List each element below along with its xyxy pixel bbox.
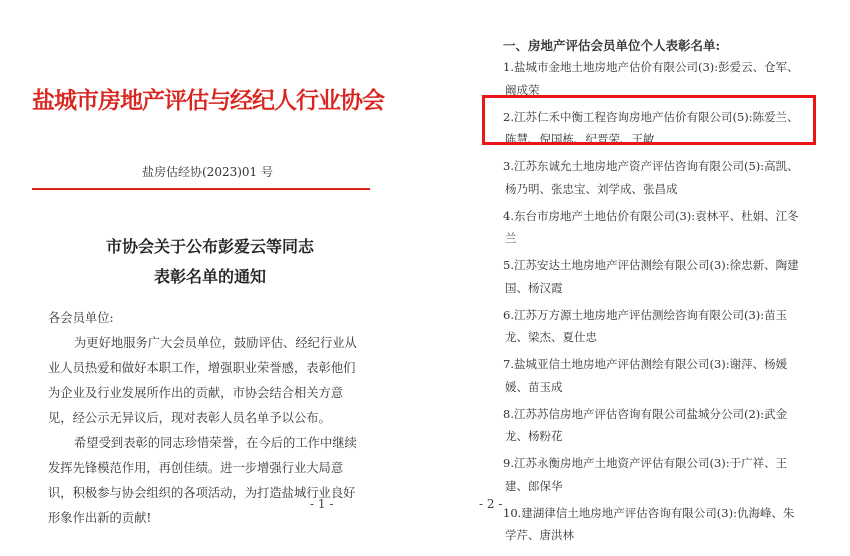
list-item: 7.盐城亚信土地房地产评估测绘有限公司(3):谢萍、杨媛媛、苗玉成 (503, 357, 788, 394)
notice-title-line-1: 市协会关于公布彭爱云等同志 (105, 237, 314, 256)
page-1 (0, 0, 400, 556)
organization-title: 盐城市房地产评估与经纪人行业协会 (32, 88, 384, 114)
body-paragraph-1: 为更好地服务广大会员单位，鼓励评估、经纪行业从业人员热爱和做好本职工作，增强职业荣誉感，表彰他们为企业及行业发展所作出的贡献，市协会结合相关方意见，经公示无异议后，现对表彰人员名单予以公布。 (48, 336, 357, 425)
notice-title-line-2: 表彰名单的通知 (153, 267, 266, 286)
list-item: 1.盐城市金地土地房地产估价有限公司(3):彭爱云、仓军、阚成荣 (503, 60, 799, 97)
list-item: 9.江苏永衡房地产土地资产评估有限公司(3):于广祥、王建、郎保华 (503, 456, 788, 493)
list-item: 6.江苏万方源土地房地产评估测绘咨询有限公司(3):苗玉龙、梁杰、夏仕忠 (503, 307, 788, 344)
section-title: 一、房地产评估会员单位个人表彰名单: (503, 38, 721, 53)
page-number-2: - 2 - (479, 497, 503, 511)
page-number-1: - 1 - (310, 497, 334, 511)
body-paragraph-2: 希望受到表彰的同志珍惜荣誉，在今后的工作中继续发挥先锋模范作用，再创佳绩。进一步增强行业大局意识，积极参与协会组织的各项活动，为打造盐城行业良好形象作出新的贡献! (48, 436, 357, 525)
list-item: 4.东台市房地产土地估价有限公司(3):袁林平、杜娟、江冬兰 (503, 208, 799, 245)
list-item: 5.江苏安达土地房地产评估测绘有限公司(3):徐忠新、陶建国、杨汉霞 (503, 258, 799, 295)
list-item: 3.江苏东诚允土地房地产资产评估咨询有限公司(5):高凯、杨乃明、张忠宝、刘学成、张昌成 (503, 159, 799, 196)
red-divider (32, 188, 370, 190)
list-item: 8.江苏苏信房地产评估咨询有限公司盐城分公司(2):武金龙、杨粉花 (503, 406, 788, 443)
list-item: 10.建湖律信土地房地产评估咨询有限公司(3):仇海峰、朱学芹、唐洪林 (503, 505, 795, 542)
list-item: 2.江苏仁禾中衡工程咨询房地产估价有限公司(5):陈爱兰、陈慧、倪国栋、纪晋荣、王敏 (503, 109, 799, 146)
notice-title (60, 232, 360, 292)
highlight-box (482, 95, 816, 145)
document-number: 盐房估经协(2023)01 号 (142, 165, 273, 179)
page-2 (425, 0, 850, 556)
salutation: 各会员单位: (48, 311, 114, 325)
